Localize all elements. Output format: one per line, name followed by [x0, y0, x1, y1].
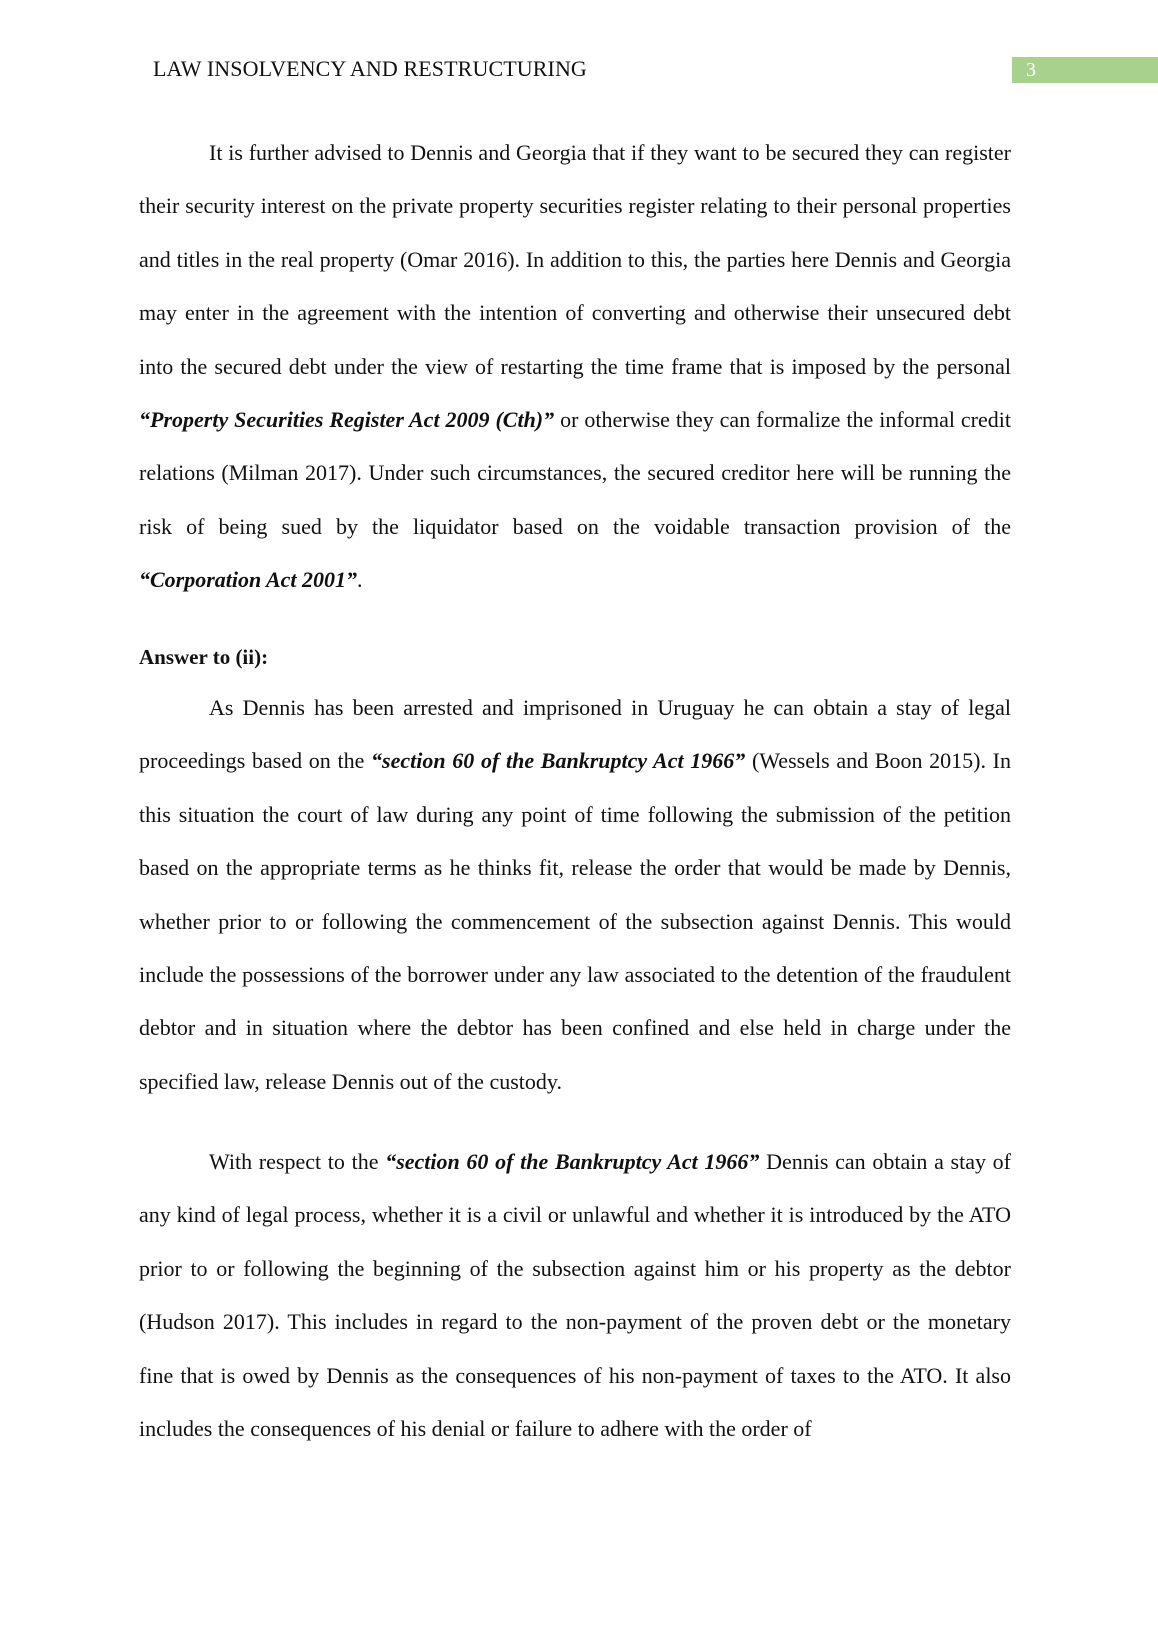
paragraph-1 — [139, 126, 1011, 607]
paragraph-3 — [139, 1135, 1011, 1455]
paragraph-2-text-a: As Dennis has been arrested and imprisoned in Uruguay he can obtain a stay of legal proceedings based on the — [139, 695, 1011, 774]
paragraph-3-text-b: Dennis can obtain a stay of any kind of legal process, whether it is a civil or unlawful and whether it is introduced by the ATO prior to or following the beginning of the subsection against him or his property as the debtor (Hudson 2017). This includes in regard to the non-payment of the proven debt or the monetary fine that is owed by Dennis as the consequences of his non-payment of taxes to the ATO. It also includes the consequences of his denial or failure to adhere with the order of — [139, 1149, 1011, 1442]
paragraph-1-text-c: . — [357, 567, 363, 593]
document-body — [139, 126, 1011, 1442]
page-number: 3 — [1012, 57, 1158, 83]
paragraph-1-text-b: or otherwise they can formalize the informal credit relations (Milman 2017). Under such circumstances, the secured creditor here will be running the risk of being sued by the liquidator based on the voidable transaction provision of the — [139, 407, 1011, 539]
running-header-title: LAW INSOLVENCY AND RESTRUCTURING — [153, 56, 587, 81]
citation-corporation-act: “Corporation Act 2001” — [139, 567, 357, 593]
paragraph-2 — [139, 681, 1011, 1108]
citation-bankruptcy-act: “section 60 of the Bankruptcy Act 1966” — [371, 748, 746, 774]
paragraph-2-text-b: (Wessels and Boon 2015). In this situation the court of law during any point of time following the submission of the petition based on the appropriate terms as he thinks fit, release the order that would be made by Dennis, whether prior to or following the commencement of the subsection against Dennis. This would include the possessions of the borrower under any law associated to the detention of the fraudulent debtor and in situation where the debtor has been confined and else held in charge under the specified law, release Dennis out of the custody. — [139, 748, 1011, 1094]
citation-property-securities-act: “Property Securities Register Act 2009 (Cth)” — [139, 407, 555, 433]
citation-bankruptcy-act-2: “section 60 of the Bankruptcy Act 1966” — [385, 1149, 760, 1174]
paragraph-1-text-a: It is further advised to Dennis and Georgia that if they want to be secured they can register their security interest on the private property securities register relating to their personal properties and titles in the real property (Omar 2016). In addition to this, the parties here Dennis and Georgia may enter in the agreement with the intention of converting and otherwise their unsecured debt into the secured debt under the view of restarting the time frame that is imposed by the personal — [139, 140, 1011, 379]
paragraph-3-text-a: With respect to the — [209, 1149, 386, 1174]
answer-heading: Answer to (ii): — [139, 645, 269, 669]
